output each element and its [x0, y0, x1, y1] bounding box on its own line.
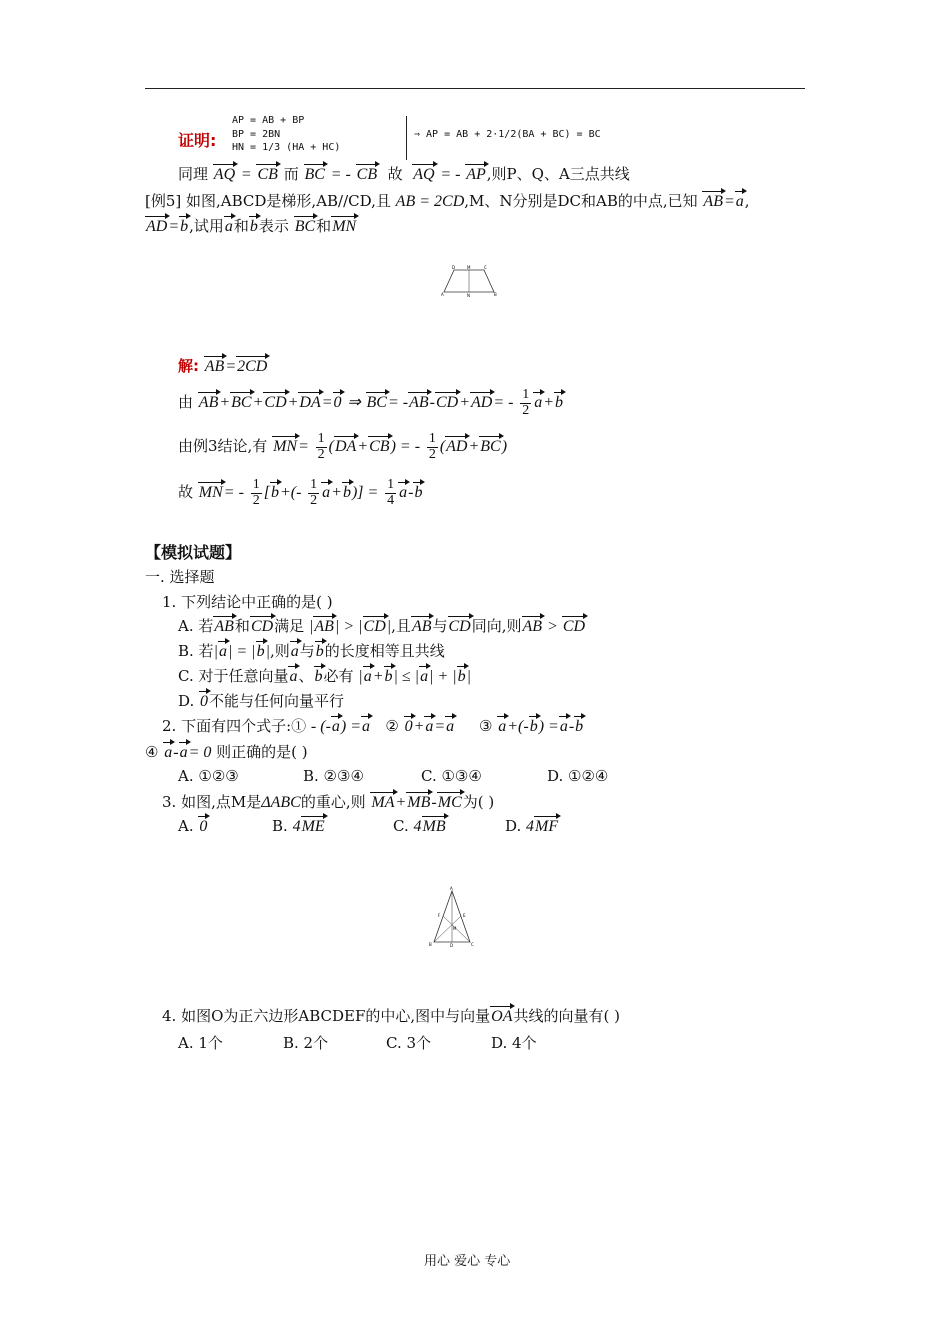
vec-aq-2: AQ: [413, 166, 435, 183]
vec-cb-2: CB: [356, 166, 378, 183]
label-e: E: [463, 913, 466, 918]
proof-line-2: BP = 2BN: [232, 128, 281, 140]
label-d: D: [450, 943, 454, 948]
proof-brace: [400, 116, 407, 160]
proof-label: 证明:: [178, 131, 217, 150]
q4-option-a: A. 1个: [178, 1034, 223, 1052]
q1-option-b: B. 若|a| = |b|,则a与b的长度相等且共线: [178, 642, 445, 660]
section-title: 【模拟试题】: [145, 543, 242, 562]
q2-option-a: A. ①②③: [178, 767, 239, 785]
q2-line2: ④ a-a= 0 则正确的是( ): [145, 743, 308, 761]
label-m: M: [453, 926, 457, 931]
q3-option-b: B. 4ME: [272, 817, 325, 835]
vec-ap: AP: [466, 166, 486, 183]
q1-option-a: A. 若AB和CD满足 |AB| > |CD|,且AB与CD同向,则AB > CD: [178, 617, 586, 635]
example5-line1: [例5] 如图,ABCD是梯形,AB//CD,且 AB = 2CD,M、N分别是DC和AB的中点,已知 AB=a,: [145, 192, 750, 210]
q3-option-c: C. 4MB: [393, 817, 446, 835]
label-c: C: [484, 265, 487, 270]
label-d: D: [452, 265, 456, 270]
solution-label: 解:: [178, 357, 199, 375]
median-c: [443, 916, 470, 942]
proof-line-1: AP = AB + BP: [232, 115, 305, 126]
q1-option-d: D. 0不能与任何向量平行: [178, 692, 345, 710]
proof-line-3: HN = 1/3 (HA + HC): [232, 142, 341, 153]
solution-line2: 由 AB+BC+CD+DA=0 ⇒ BC= -AB-CD+AD= - $\frac{1}{2}$ a+b: [178, 387, 564, 418]
header-rule: [145, 88, 805, 89]
vec-cb: CB: [257, 166, 278, 183]
q4-stem: 4. 如图O为正六边形ABCDEF的中心,图中与向量OA共线的向量有( ): [162, 1007, 620, 1025]
label-b: B: [429, 942, 432, 947]
proof-system: [232, 114, 340, 155]
q1-option-c: C. 对于任意向量a、b必有 |a+b| ≤ |a| + |b|: [178, 667, 472, 685]
median-b: [434, 916, 461, 942]
label-c: C: [471, 942, 474, 947]
label-m: M: [467, 265, 471, 270]
q2-option-d: D. ①②④: [547, 767, 609, 785]
vec-aq: AQ: [213, 166, 236, 183]
label-a: A: [441, 292, 444, 297]
q2-option-b: B. ②③④: [303, 767, 364, 785]
solution-line1: 解: AB=2CD: [178, 357, 268, 375]
tongli-line: 同理 AQ = CB 而 BC = - CB 故 AQ = - AP,则P、Q、A三点共线: [178, 165, 630, 183]
proof-result: ⇒ AP = AB + 2·1/2(BA + BC) = BC: [414, 129, 601, 140]
page-footer: 用心 爱心 专心: [424, 1254, 511, 1269]
q2-option-c: C. ①③④: [421, 767, 482, 785]
q3-option-a: A. 0: [178, 817, 208, 835]
example5-eq: AB = 2CD: [395, 193, 465, 210]
label-n: N: [467, 293, 470, 298]
solution-line3: 由例3结论,有 MN= $\frac{1}{2}$ (DA+CB) = - $\frac{1}{2}$ (AD+BC): [178, 431, 508, 462]
q4-option-c: C. 3个: [386, 1034, 432, 1052]
q1-stem: 1. 下列结论中正确的是( ): [162, 593, 333, 611]
label-f: F: [438, 913, 441, 918]
vec-bc: BC: [304, 166, 325, 183]
q2-stem: 2. 下面有四个式子:① - (-a) =a ② 0+a=a ③ a+(-b) =a-b: [162, 717, 584, 735]
label-b: B: [494, 292, 497, 297]
solution-line4: 故 MN= - $\frac{1}{2}$ [b+(- $\frac{1}{2}$ a+b)] = $\frac{1}{4}$ a-b: [178, 477, 423, 508]
q3-option-d: D. 4MF: [505, 817, 559, 835]
example5-line2: AD=b,试用a和b表示 BC和MN: [146, 217, 357, 235]
section-part1: 一. 选择题: [145, 568, 215, 586]
trapezoid-figure: [440, 262, 502, 300]
triangle-figure: [426, 885, 478, 949]
q3-stem: 3. 如图,点M是ΔABC的重心,则 MA+MB-MC为( ): [162, 793, 495, 811]
label-a: A: [450, 886, 453, 891]
q4-option-d: D. 4个: [491, 1034, 537, 1052]
q4-option-b: B. 2个: [283, 1034, 329, 1052]
